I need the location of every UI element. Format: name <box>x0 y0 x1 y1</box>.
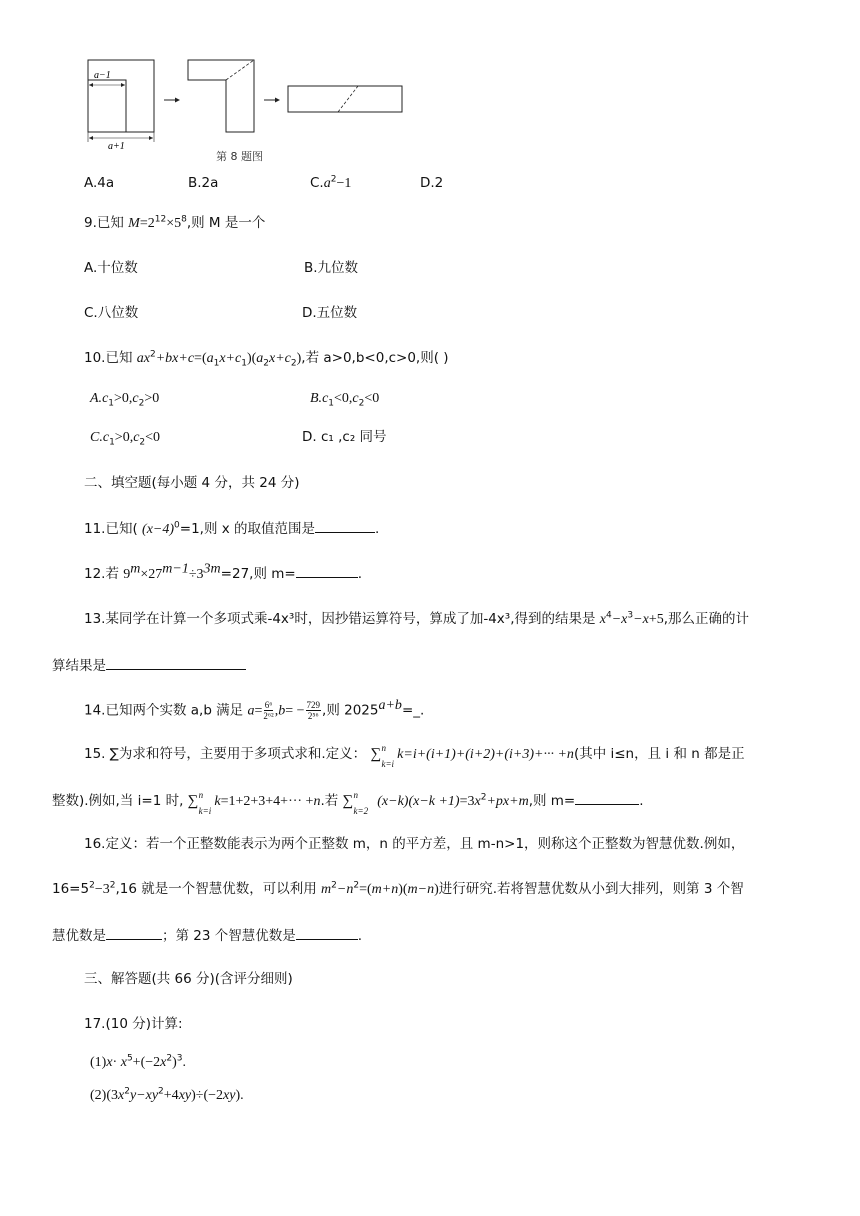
q16-line-3: 慧优数是 ；第 23 个智慧优数是 . <box>52 925 362 945</box>
q17-part-1: $(1)x\cdot x^5+(-2x^2)^3$. <box>90 1053 186 1070</box>
q12-answer-blank[interactable] <box>296 563 358 578</box>
q9-option-d: D.五位数 <box>302 305 358 321</box>
q8-option-d: D.2 <box>420 175 444 191</box>
q16-answer-blank-2[interactable] <box>296 925 358 940</box>
q9-option-c: C.八位数 <box>84 305 139 321</box>
section-3-heading: 三、解答题(共 66 分)(含评分细则) <box>84 971 293 987</box>
q15-line-1: 15. ∑为求和符号，主要用于多项式求和.定义： ∑ n k=i k=i+(i+1)+(i+2)+(i+3)+··· +n(其中 i≤n，且 i 和 n 都是正 <box>84 743 745 769</box>
q9-option-a: A.十位数 <box>84 260 138 276</box>
q17-part-2: $(2)(3x^2y-xy^2+4xy)\div(-2xy)$. <box>90 1086 244 1103</box>
q13-answer-blank[interactable] <box>106 655 246 670</box>
q8-option-b: B.2a <box>188 175 219 191</box>
q16-line-2: $16=5^2-3^2,16$ 就是一个智慧优数，可以利用 $m^2-n^2=(m+n)(m-n)$进行研究.若将智慧优数从小到大排列，则第 3 个智 <box>52 880 744 897</box>
label-a-plus-1: a+1 <box>108 141 125 152</box>
q10-stem: 10.已知 $ax^2+bx+c=(a_1x+c_1)(a_2x+c_2)$,若 a>0,b<0,c>0,则( ) <box>84 349 449 369</box>
q16-answer-blank-1[interactable] <box>106 925 162 940</box>
label-a-minus-1: a−1 <box>94 70 111 81</box>
q10-option-d: D. c₁ ,c₂ 同号 <box>302 429 387 445</box>
q15-line-2: 整数).例如,当 i=1 时, ∑ n k=i k=1+2+3+4+··· +n.若 ∑ n k=2 $(x-k)(x-k +1)=3x^2+px+m$,则 m= . <box>52 790 644 816</box>
q14: 14.已知两个实数 a,b 满足 a= $\frac{\text{6⁶}}{\text{2⁶²}}$ ,b= − $\frac{729}{\text{2⁵⁶}}$ ,则 $2025^{a+b}=\_$. <box>84 698 425 721</box>
q15-answer-blank[interactable] <box>575 790 639 805</box>
q16-line-1: 16.定义：若一个正整数能表示为两个正整数 m，n 的平方差，且 m-n>1，则称这个正整数为智慧优数.例如， <box>84 836 745 852</box>
q8-option-a: A.4a <box>84 175 115 191</box>
section-2-heading: 二、填空题(每小题 4 分，共 24 分) <box>84 475 300 491</box>
q10-option-a: $A.c_1>0,c_2>0$ <box>90 391 160 409</box>
q13-line-1: 13.某同学在计算一个多项式乘-4x³时，因抄错运算符号，算成了加-4x³,得到的结果是 $x^4-x^3-x+5$,那么正确的计 <box>84 610 750 627</box>
q10-option-b: $B.c_1<0,c_2<0$ <box>310 391 380 409</box>
q11: 11.已知( $(x-4)^0=1$,则 x 的取值范围是 . <box>84 518 379 539</box>
q17-title: 17.(10 分)计算: <box>84 1016 183 1032</box>
q12: 12.若 $9^m\times 27^{m-1}\div 3^{3m}=27$,则 m= . <box>84 561 363 582</box>
q9-option-b: B.九位数 <box>304 260 359 276</box>
q10-option-c: $C.c_1>0,c_2<0$ <box>90 430 161 448</box>
figure-caption: 第 8 题图 <box>216 150 263 163</box>
q11-answer-blank[interactable] <box>315 518 375 533</box>
q8-option-c: $C.a^2-1$ <box>310 174 352 191</box>
question-8-figure <box>80 52 420 164</box>
q9-stem: 9.已知 $M=2^{12}\times 5^8$,则 M 是一个 <box>84 214 266 231</box>
q13-line-2: 算结果是 <box>52 655 246 675</box>
